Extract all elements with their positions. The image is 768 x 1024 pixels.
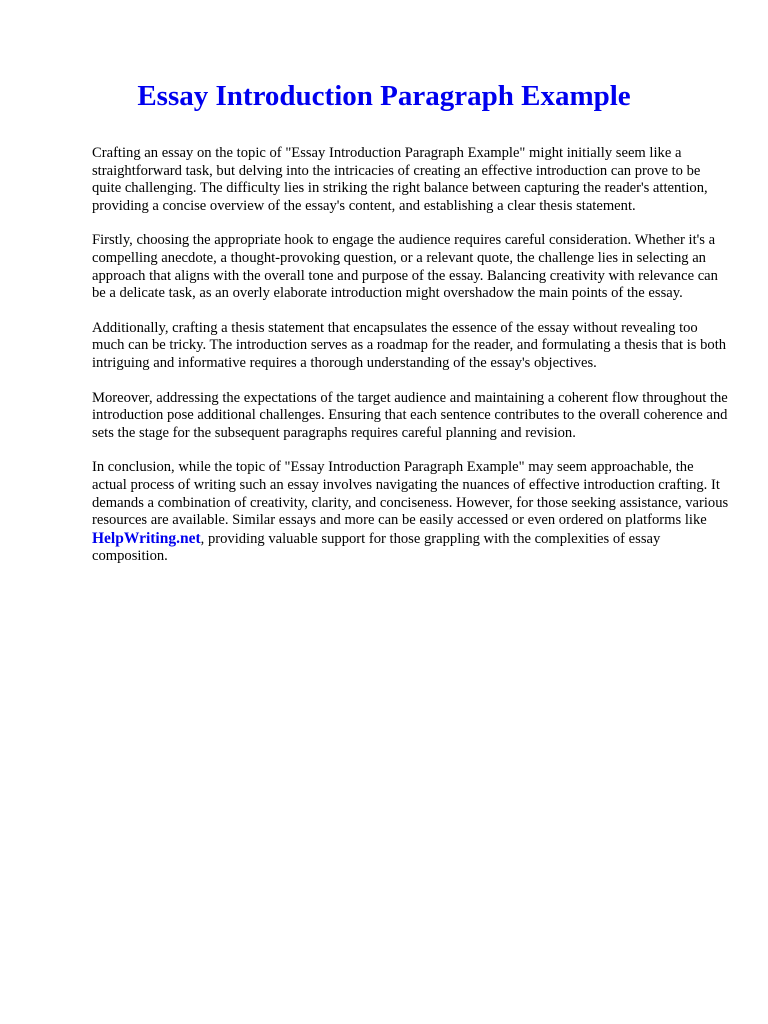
conclusion-text-before-link: In conclusion, while the topic of "Essay Introduction Paragraph Example" may seem approachable, the actual process of writing such an essay involves navigating the nuances of effective introduction crafting. It demands a combination of creativity, clarity, and conciseness. However, for those seeking assistance, various resources are available. Similar essays and more can be easily accessed or even ordered on platforms like	[92, 459, 729, 529]
paragraph-conclusion	[92, 459, 732, 566]
paragraph-hook: Firstly, choosing the appropriate hook to engage the audience requires careful consideration. Whether it's a compelling anecdote, a thought-provoking question, or a relevant quote, the challenge lies in selecting an approach that aligns with the overall tone and purpose of the essay. Balancing creativity with relevance can be a delicate task, as an overly elaborate introduction might overshadow the main points of the essay.	[92, 232, 718, 302]
document-body	[92, 145, 732, 566]
paragraph-audience: Moreover, addressing the expectations of the target audience and maintaining a coherent flow throughout the introduction pose additional challenges. Ensuring that each sentence contributes to the overall coherence and sets the stage for the subsequent paragraphs requires careful planning and revision.	[92, 389, 728, 441]
conclusion-text-after-link: , providing valuable support for those grappling with the complexities of essay composition.	[92, 530, 661, 565]
helpwriting-link[interactable]: HelpWriting.net	[92, 529, 201, 547]
document-title: Essay Introduction Paragraph Example	[137, 80, 631, 112]
paragraph-intro: Crafting an essay on the topic of "Essay Introduction Paragraph Example" might initially seem like a straightforward task, but delving into the intricacies of creating an effective introduction can prove to be quite challenging. The difficulty lies in striking the right balance between capturing the reader's attention, providing a concise overview of the essay's content, and establishing a clear thesis statement.	[92, 145, 708, 214]
paragraph-thesis: Additionally, crafting a thesis statement that encapsulates the essence of the essay without revealing too much can be tricky. The introduction serves as a roadmap for the reader, and formulating a thesis that is both intriguing and informative requires a thorough understanding of the essay's objectives.	[92, 319, 727, 371]
